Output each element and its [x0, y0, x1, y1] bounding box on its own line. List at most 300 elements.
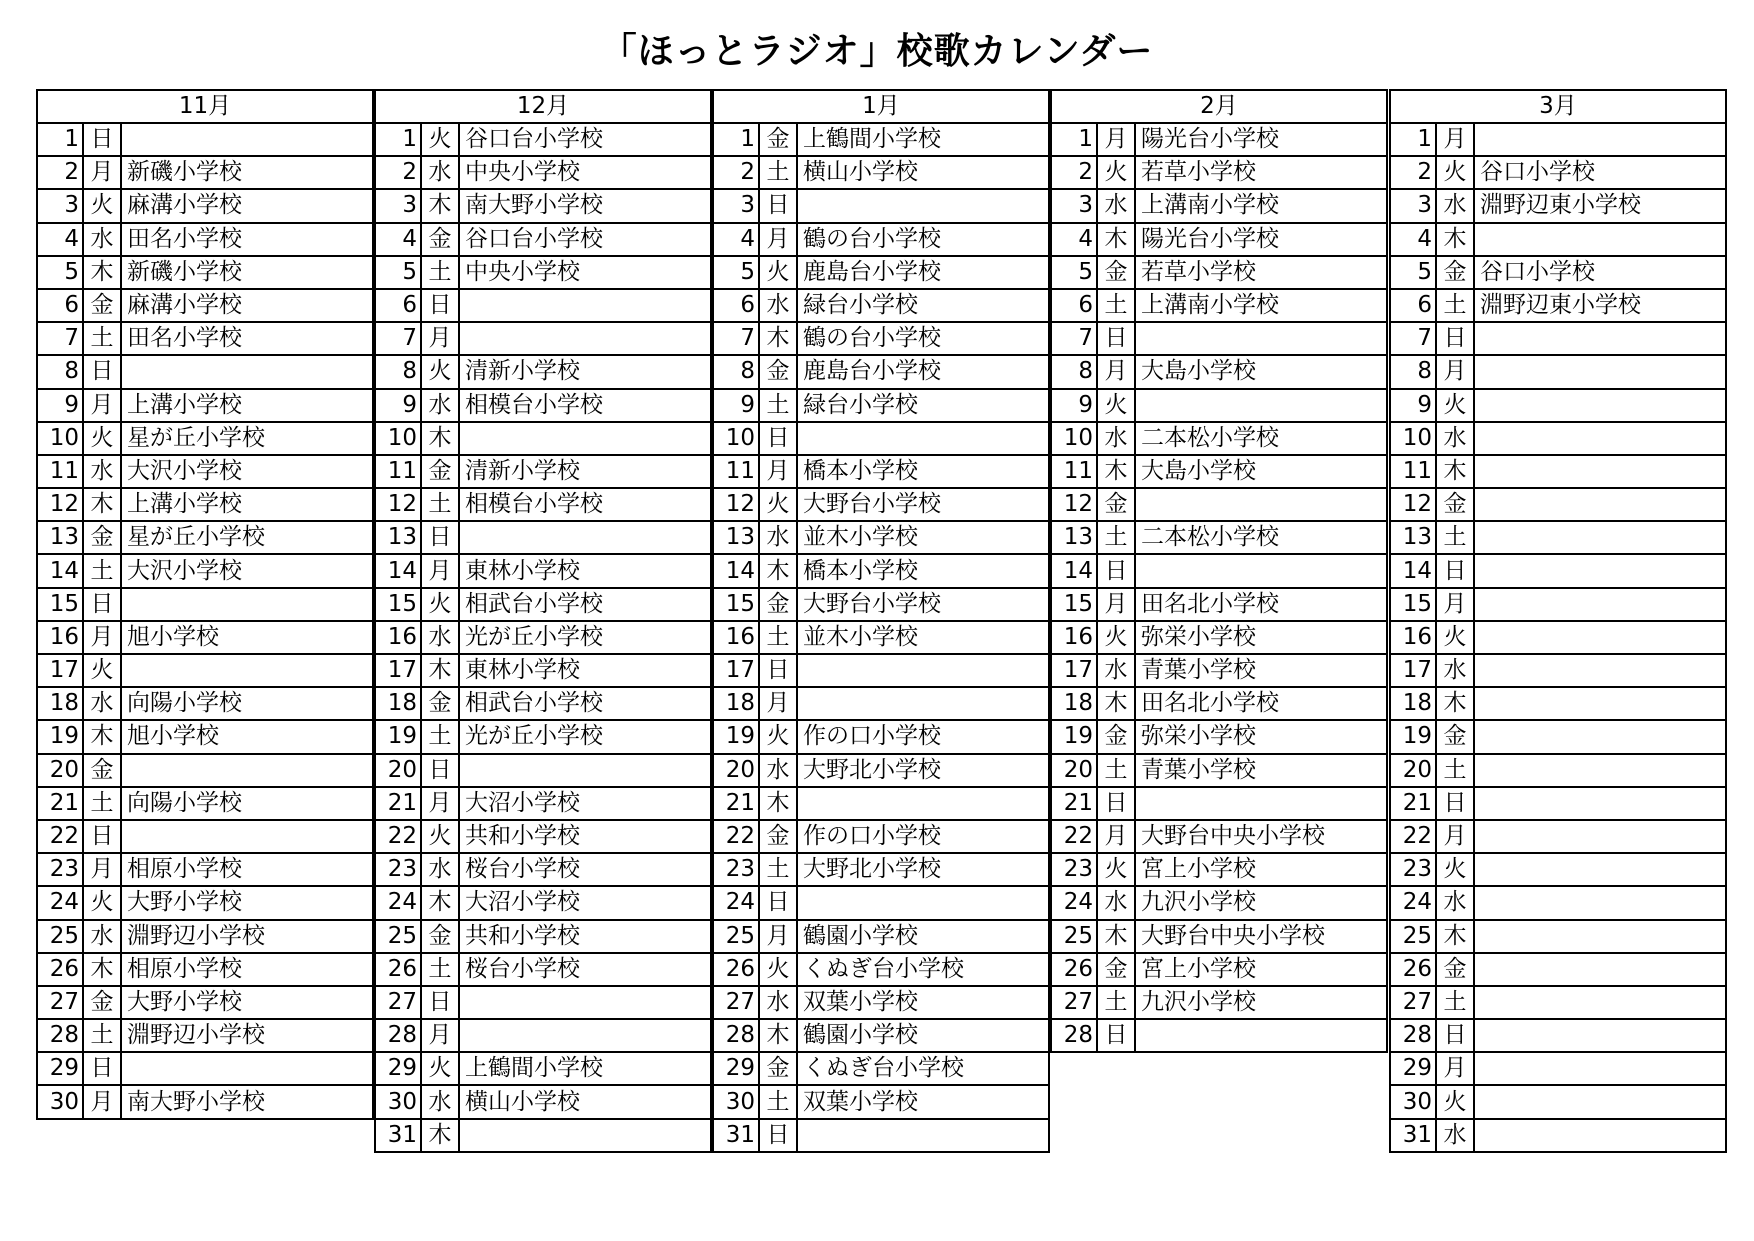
day-number: 27 — [375, 986, 421, 1019]
school-name: 淵野辺小学校 — [121, 920, 373, 953]
day-number: 30 — [713, 1085, 759, 1118]
school-name: 作の口小学校 — [797, 820, 1049, 853]
school-name: 弥栄小学校 — [1135, 720, 1387, 753]
weekday: 月 — [83, 853, 121, 886]
calendar-row — [375, 488, 711, 521]
school-name: 青葉小学校 — [1135, 754, 1387, 787]
day-number: 20 — [375, 754, 421, 787]
school-name: 大島小学校 — [1135, 455, 1387, 488]
weekday: 木 — [421, 1119, 459, 1152]
weekday: 水 — [421, 853, 459, 886]
school-name: 共和小学校 — [459, 920, 711, 953]
day-number: 26 — [1390, 953, 1436, 986]
weekday: 日 — [1436, 787, 1474, 820]
day-number: 29 — [37, 1052, 83, 1085]
day-number: 6 — [375, 289, 421, 322]
calendar-row — [713, 223, 1049, 256]
day-number: 11 — [1390, 455, 1436, 488]
calendar-row — [713, 1085, 1049, 1118]
day-number: 2 — [1390, 156, 1436, 189]
weekday: 水 — [1097, 422, 1135, 455]
school-name: 大野台小学校 — [797, 588, 1049, 621]
calendar-row — [37, 322, 373, 355]
weekday: 金 — [759, 1052, 797, 1085]
weekday: 金 — [83, 754, 121, 787]
day-number: 27 — [1051, 986, 1097, 1019]
weekday: 木 — [83, 953, 121, 986]
school-name: 南大野小学校 — [121, 1085, 373, 1118]
day-number: 28 — [713, 1019, 759, 1052]
day-number: 19 — [375, 720, 421, 753]
weekday: 土 — [421, 720, 459, 753]
calendar-row — [1390, 322, 1726, 355]
day-number: 17 — [713, 654, 759, 687]
day-number: 20 — [1390, 754, 1436, 787]
school-name: 田名北小学校 — [1135, 687, 1387, 720]
day-number: 4 — [1390, 223, 1436, 256]
calendar-row — [1051, 588, 1387, 621]
calendar-row — [37, 488, 373, 521]
day-number: 6 — [713, 289, 759, 322]
calendar-row — [1051, 1019, 1387, 1052]
weekday: 日 — [83, 588, 121, 621]
school-name — [1474, 853, 1726, 886]
school-name: 光が丘小学校 — [459, 621, 711, 654]
weekday: 金 — [1097, 256, 1135, 289]
school-name: 大野北小学校 — [797, 754, 1049, 787]
weekday: 火 — [1436, 621, 1474, 654]
school-name: 淵野辺東小学校 — [1474, 289, 1726, 322]
day-number: 18 — [1390, 687, 1436, 720]
day-number: 9 — [1051, 389, 1097, 422]
calendar-row — [375, 621, 711, 654]
day-number: 15 — [1390, 588, 1436, 621]
calendar-row — [37, 289, 373, 322]
calendar-row — [1390, 1019, 1726, 1052]
day-number: 19 — [1051, 720, 1097, 753]
calendar-row — [1390, 123, 1726, 156]
weekday: 金 — [421, 920, 459, 953]
calendar-row — [713, 1019, 1049, 1052]
weekday: 木 — [1436, 920, 1474, 953]
day-number: 27 — [713, 986, 759, 1019]
school-name: 九沢小学校 — [1135, 986, 1387, 1019]
calendar-row — [1051, 953, 1387, 986]
day-number: 6 — [37, 289, 83, 322]
day-number: 14 — [1051, 554, 1097, 587]
school-name — [1474, 787, 1726, 820]
weekday: 土 — [1436, 986, 1474, 1019]
weekday: 月 — [1436, 1052, 1474, 1085]
day-number: 2 — [375, 156, 421, 189]
day-number: 30 — [37, 1085, 83, 1118]
school-name: 大野台中央小学校 — [1135, 820, 1387, 853]
day-number: 17 — [1390, 654, 1436, 687]
school-name: 星が丘小学校 — [121, 521, 373, 554]
calendar-row — [713, 754, 1049, 787]
day-number: 15 — [375, 588, 421, 621]
weekday: 月 — [1436, 588, 1474, 621]
day-number: 16 — [37, 621, 83, 654]
weekday: 日 — [421, 521, 459, 554]
school-name — [121, 654, 373, 687]
school-name — [459, 986, 711, 1019]
weekday: 土 — [759, 1085, 797, 1118]
weekday: 金 — [1436, 488, 1474, 521]
school-name: 鶴園小学校 — [797, 1019, 1049, 1052]
school-name — [1135, 322, 1387, 355]
day-number: 13 — [375, 521, 421, 554]
day-number: 20 — [37, 754, 83, 787]
weekday: 火 — [421, 355, 459, 388]
calendar-row — [1051, 189, 1387, 222]
school-name — [1474, 1019, 1726, 1052]
month-table-dec — [374, 89, 712, 1153]
weekday: 水 — [1436, 422, 1474, 455]
weekday: 日 — [83, 355, 121, 388]
school-name: 谷口台小学校 — [459, 123, 711, 156]
calendar-row — [1051, 223, 1387, 256]
day-number: 9 — [37, 389, 83, 422]
weekday: 火 — [1097, 621, 1135, 654]
calendar-row — [375, 223, 711, 256]
weekday: 水 — [421, 156, 459, 189]
calendar-row — [713, 986, 1049, 1019]
calendar-row — [37, 787, 373, 820]
day-number: 10 — [1390, 422, 1436, 455]
school-name: 鶴の台小学校 — [797, 223, 1049, 256]
weekday: 月 — [1097, 588, 1135, 621]
weekday: 火 — [421, 123, 459, 156]
calendar-row — [713, 123, 1049, 156]
weekday: 木 — [83, 720, 121, 753]
school-name: 中央小学校 — [459, 256, 711, 289]
school-name: 麻溝小学校 — [121, 289, 373, 322]
weekday: 月 — [421, 322, 459, 355]
day-number: 14 — [1390, 554, 1436, 587]
calendar-row — [713, 289, 1049, 322]
calendar-row — [37, 1019, 373, 1052]
weekday: 月 — [83, 389, 121, 422]
weekday: 金 — [1436, 953, 1474, 986]
weekday: 水 — [1097, 189, 1135, 222]
day-number: 8 — [1390, 355, 1436, 388]
school-name — [1135, 1019, 1387, 1052]
day-number: 8 — [1051, 355, 1097, 388]
day-number: 3 — [1390, 189, 1436, 222]
calendar-row — [713, 588, 1049, 621]
day-number: 28 — [1390, 1019, 1436, 1052]
calendar-row — [1390, 720, 1726, 753]
calendar-row — [375, 787, 711, 820]
calendar-row — [713, 720, 1049, 753]
school-name: 鹿島台小学校 — [797, 256, 1049, 289]
day-number: 24 — [375, 886, 421, 919]
calendar-row — [375, 754, 711, 787]
calendar-row — [375, 189, 711, 222]
weekday: 金 — [421, 223, 459, 256]
month-header: 11月 — [37, 90, 373, 123]
day-number: 21 — [375, 787, 421, 820]
calendar-row — [1390, 588, 1726, 621]
calendar-row — [375, 322, 711, 355]
school-name: 青葉小学校 — [1135, 654, 1387, 687]
day-number: 7 — [37, 322, 83, 355]
day-number: 11 — [37, 455, 83, 488]
day-number: 5 — [375, 256, 421, 289]
school-name: 大沼小学校 — [459, 787, 711, 820]
day-number: 2 — [713, 156, 759, 189]
calendar-row — [1051, 754, 1387, 787]
weekday: 日 — [1097, 1019, 1135, 1052]
school-name: 宮上小学校 — [1135, 853, 1387, 886]
day-number: 9 — [713, 389, 759, 422]
school-name: 若草小学校 — [1135, 156, 1387, 189]
calendar-row — [1051, 853, 1387, 886]
weekday: 土 — [1097, 289, 1135, 322]
calendar-row — [37, 1052, 373, 1085]
school-name: 相原小学校 — [121, 953, 373, 986]
calendar-row — [1390, 621, 1726, 654]
day-number: 10 — [37, 422, 83, 455]
weekday: 日 — [421, 986, 459, 1019]
calendar-row — [375, 289, 711, 322]
calendar-row — [1390, 820, 1726, 853]
month-header: 2月 — [1051, 90, 1387, 123]
calendar-row — [1390, 156, 1726, 189]
school-name: 田名北小学校 — [1135, 588, 1387, 621]
day-number: 25 — [1390, 920, 1436, 953]
day-number: 12 — [375, 488, 421, 521]
calendar-row — [37, 886, 373, 919]
weekday: 木 — [1436, 687, 1474, 720]
weekday: 月 — [83, 621, 121, 654]
calendar-row — [1051, 389, 1387, 422]
day-number: 5 — [37, 256, 83, 289]
school-name — [1474, 123, 1726, 156]
day-number: 2 — [1051, 156, 1097, 189]
calendar-row — [713, 355, 1049, 388]
school-name: 陽光台小学校 — [1135, 123, 1387, 156]
school-name: 相模台小学校 — [459, 389, 711, 422]
calendar-row — [375, 422, 711, 455]
school-name: 新磯小学校 — [121, 256, 373, 289]
school-name — [797, 654, 1049, 687]
weekday: 木 — [83, 488, 121, 521]
calendar-row — [37, 455, 373, 488]
calendar-row — [1051, 289, 1387, 322]
weekday: 木 — [421, 654, 459, 687]
day-number: 22 — [1390, 820, 1436, 853]
weekday: 水 — [759, 289, 797, 322]
calendar-row — [713, 1052, 1049, 1085]
day-number: 24 — [1051, 886, 1097, 919]
school-name: 旭小学校 — [121, 720, 373, 753]
calendar-row — [375, 687, 711, 720]
weekday: 木 — [759, 554, 797, 587]
calendar-row — [375, 886, 711, 919]
school-name: 大島小学校 — [1135, 355, 1387, 388]
day-number: 7 — [1390, 322, 1436, 355]
school-name — [121, 123, 373, 156]
school-name: 双葉小学校 — [797, 986, 1049, 1019]
month-header: 1月 — [713, 90, 1049, 123]
school-name: 大野北小学校 — [797, 853, 1049, 886]
calendar-row — [713, 554, 1049, 587]
school-name — [1474, 422, 1726, 455]
calendar-row — [37, 654, 373, 687]
month-table-jan — [712, 89, 1050, 1153]
weekday: 火 — [83, 654, 121, 687]
weekday: 火 — [1436, 853, 1474, 886]
day-number: 15 — [713, 588, 759, 621]
weekday: 火 — [421, 588, 459, 621]
school-name: 清新小学校 — [459, 355, 711, 388]
weekday: 水 — [1436, 189, 1474, 222]
calendar-row — [1390, 455, 1726, 488]
calendar-row — [37, 986, 373, 1019]
weekday: 木 — [759, 787, 797, 820]
day-number: 11 — [1051, 455, 1097, 488]
day-number: 22 — [37, 820, 83, 853]
calendar-row — [37, 189, 373, 222]
school-name — [1474, 687, 1726, 720]
weekday: 日 — [759, 1119, 797, 1152]
calendar-row — [1051, 322, 1387, 355]
calendar-row — [375, 256, 711, 289]
school-name: 光が丘小学校 — [459, 720, 711, 753]
school-name — [1474, 1052, 1726, 1085]
weekday: 土 — [83, 787, 121, 820]
weekday: 日 — [1097, 554, 1135, 587]
school-name: くぬぎ台小学校 — [797, 1052, 1049, 1085]
school-name: 中央小学校 — [459, 156, 711, 189]
calendar-row — [1390, 687, 1726, 720]
weekday: 金 — [83, 521, 121, 554]
weekday: 日 — [83, 1052, 121, 1085]
day-number: 16 — [375, 621, 421, 654]
school-name: 作の口小学校 — [797, 720, 1049, 753]
day-number: 6 — [1390, 289, 1436, 322]
weekday: 土 — [1097, 754, 1135, 787]
school-name — [797, 189, 1049, 222]
school-name — [121, 820, 373, 853]
day-number: 4 — [37, 223, 83, 256]
day-number: 28 — [1051, 1019, 1097, 1052]
day-number: 13 — [1051, 521, 1097, 554]
weekday: 日 — [421, 754, 459, 787]
weekday: 木 — [759, 322, 797, 355]
weekday: 金 — [1097, 953, 1135, 986]
day-number: 30 — [1390, 1085, 1436, 1118]
weekday: 月 — [1436, 123, 1474, 156]
weekday: 水 — [83, 455, 121, 488]
school-name: 緑台小学校 — [797, 289, 1049, 322]
school-name — [1474, 820, 1726, 853]
weekday: 火 — [1436, 389, 1474, 422]
weekday: 月 — [83, 156, 121, 189]
school-name — [797, 1119, 1049, 1152]
school-name: 大沢小学校 — [121, 554, 373, 587]
weekday: 月 — [421, 554, 459, 587]
calendar-row — [713, 886, 1049, 919]
day-number: 10 — [1051, 422, 1097, 455]
calendar-row — [1390, 521, 1726, 554]
weekday: 日 — [759, 189, 797, 222]
school-name: 東林小学校 — [459, 654, 711, 687]
calendar-row — [1390, 953, 1726, 986]
weekday: 火 — [759, 720, 797, 753]
school-name — [1474, 920, 1726, 953]
day-number: 13 — [713, 521, 759, 554]
school-name: 上溝小学校 — [121, 488, 373, 521]
weekday: 木 — [421, 422, 459, 455]
weekday: 土 — [759, 853, 797, 886]
day-number: 27 — [37, 986, 83, 1019]
weekday: 金 — [83, 289, 121, 322]
day-number: 8 — [375, 355, 421, 388]
weekday: 土 — [1097, 986, 1135, 1019]
day-number: 13 — [1390, 521, 1436, 554]
weekday: 金 — [759, 355, 797, 388]
school-name: 大野小学校 — [121, 986, 373, 1019]
calendar-row — [1390, 920, 1726, 953]
calendar-row — [375, 953, 711, 986]
day-number: 23 — [37, 853, 83, 886]
day-number: 7 — [1051, 322, 1097, 355]
school-name — [121, 355, 373, 388]
school-name: 上鶴間小学校 — [459, 1052, 711, 1085]
day-number: 19 — [37, 720, 83, 753]
calendar-row — [713, 256, 1049, 289]
month-table-feb — [1050, 89, 1388, 1053]
weekday: 月 — [1097, 123, 1135, 156]
weekday: 土 — [83, 1019, 121, 1052]
calendar-row — [375, 455, 711, 488]
weekday: 火 — [421, 820, 459, 853]
day-number: 9 — [1390, 389, 1436, 422]
weekday: 金 — [421, 455, 459, 488]
school-name: 宮上小学校 — [1135, 953, 1387, 986]
day-number: 30 — [375, 1085, 421, 1118]
calendar-row — [37, 389, 373, 422]
calendar-row — [375, 1119, 711, 1152]
day-number: 31 — [1390, 1119, 1436, 1152]
school-name: 九沢小学校 — [1135, 886, 1387, 919]
day-number: 26 — [375, 953, 421, 986]
weekday: 土 — [421, 256, 459, 289]
weekday: 木 — [1436, 455, 1474, 488]
school-name — [1474, 488, 1726, 521]
school-name — [1474, 389, 1726, 422]
school-name: 鶴の台小学校 — [797, 322, 1049, 355]
day-number: 14 — [713, 554, 759, 587]
calendar-row — [375, 853, 711, 886]
day-number: 5 — [1051, 256, 1097, 289]
weekday: 木 — [421, 189, 459, 222]
school-name: 旭小学校 — [121, 621, 373, 654]
day-number: 4 — [713, 223, 759, 256]
school-name — [459, 521, 711, 554]
school-name — [459, 422, 711, 455]
calendar-row — [1390, 422, 1726, 455]
calendar-row — [713, 389, 1049, 422]
weekday: 水 — [83, 223, 121, 256]
weekday: 火 — [759, 488, 797, 521]
day-number: 22 — [713, 820, 759, 853]
weekday: 土 — [83, 322, 121, 355]
weekday: 水 — [759, 986, 797, 1019]
